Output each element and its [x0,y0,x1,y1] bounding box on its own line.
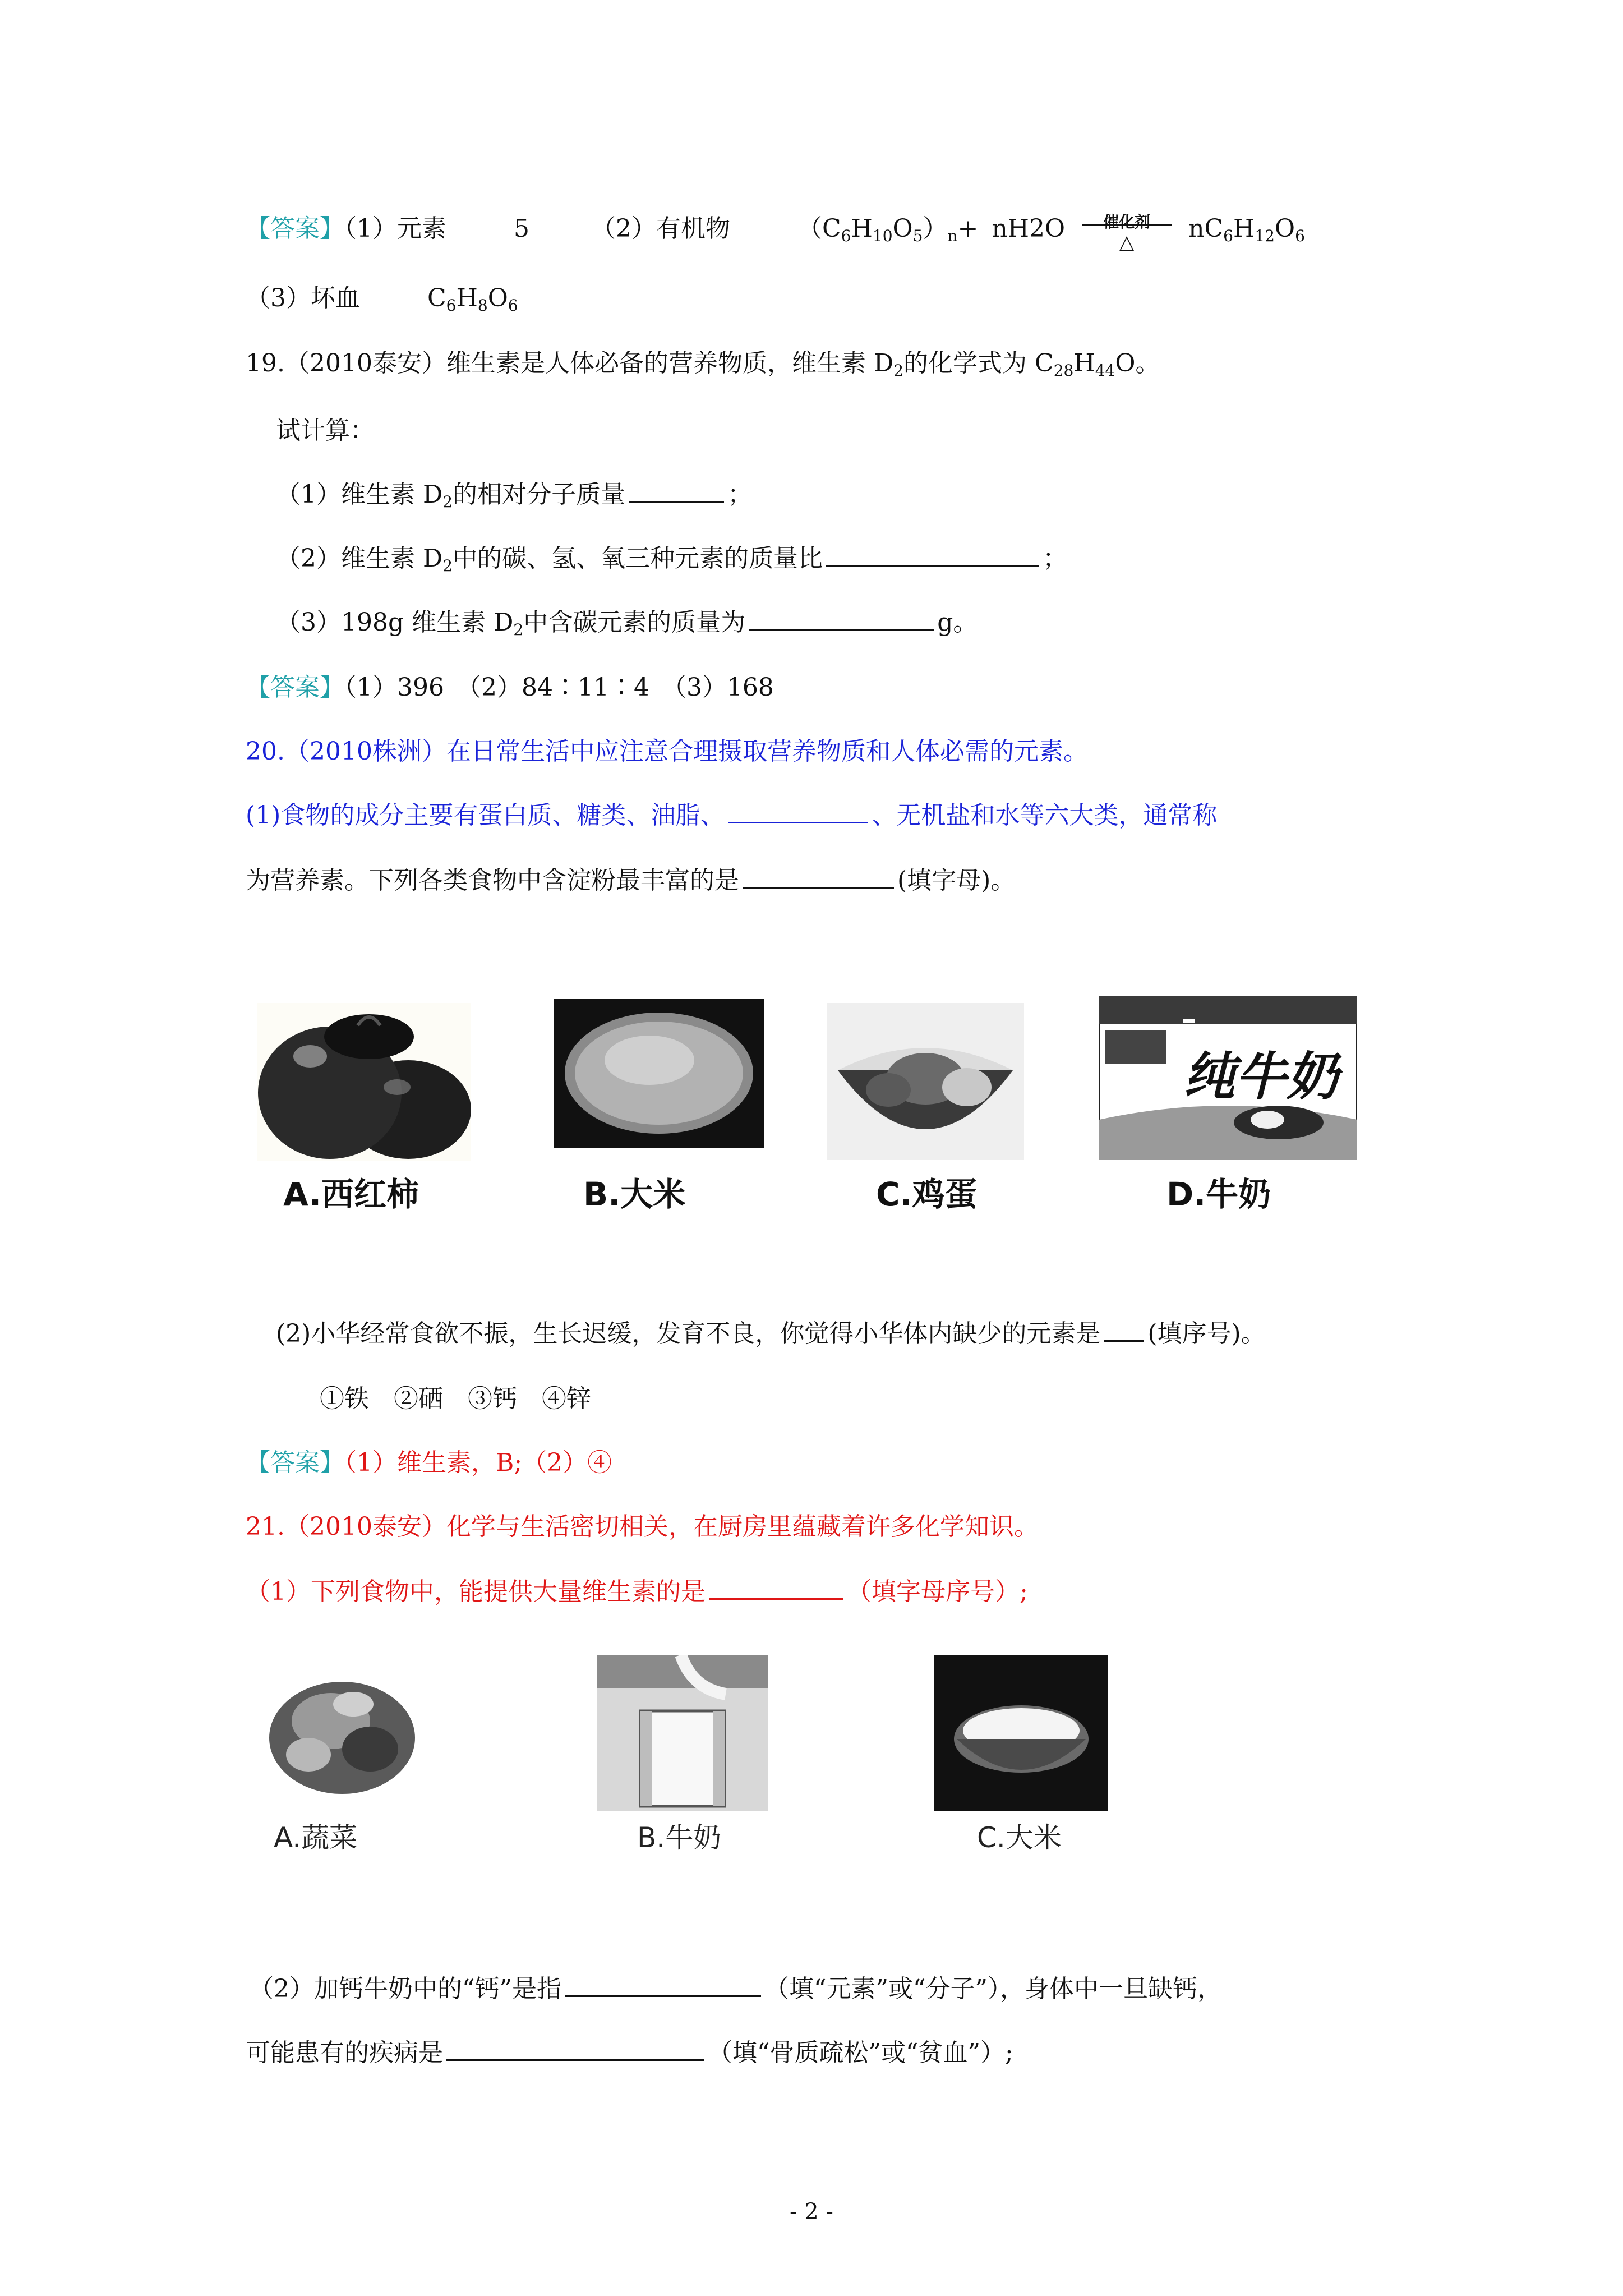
q21-subquestion-1 [246,1575,1028,1609]
q19-subquestion-3 [276,606,978,639]
q20-s2-text: (填序号)。 [1147,1319,1266,1348]
vitamin-c-formula: $C_6H_8O_6$ [427,284,518,315]
food-caption: B.大米 [583,1175,686,1213]
q20-answer: （1）维生素，B;（2）④ [344,1448,612,1477]
q18-answer-value1: 5 [514,214,529,243]
q21-s1-text: （1）下列食物中，能提供大量维生素的是 [246,1577,706,1606]
q20-subquestion-1 [246,799,1217,832]
tomato-photo [257,1003,471,1161]
q19-stem-text: O。 [1115,349,1160,378]
q19-sub: 2 [442,556,453,575]
q21-subquestion-2-cont [246,2036,1013,2070]
answer-blank[interactable] [1104,1318,1144,1342]
q19-subquestion-1 [276,478,752,512]
q18-answer-line [246,212,1305,254]
q20-options: ①铁 ②硒 ③钙 ④锌 [320,1384,591,1413]
q19-s3-text: g。 [937,608,978,637]
q18-answer-line2 [246,282,518,315]
answer-blank[interactable] [446,2037,704,2061]
rice-photo [554,999,764,1148]
q19-stem [246,347,1160,380]
q20-answer-line [246,1446,612,1480]
q18-answer-part2: （2）有机物 [591,214,730,243]
q19-answer: （1）396 （2）84∶11∶4 （3）168 [344,673,774,702]
q21-s2-text: 可能患有的疾病是 [246,2039,443,2067]
q19-s2-text: ； [1043,544,1068,573]
answer-blank[interactable] [709,1576,843,1600]
q19-s1-text: （1）维生素 D [276,480,443,509]
q20-s1-text: (1)食物的成分主要有蛋白质、糖类、油脂、 [246,801,725,830]
q20-s1-text: (填字母)。 [897,866,1016,895]
answer-blank[interactable] [749,606,934,631]
q18-product: $nC_6H_{12}O_6$ [1188,214,1305,245]
q18-answer-part3: （3）坏血 [246,284,360,312]
food-caption: A.西红柿 [283,1175,419,1213]
milk-logo-text: 纯牛奶 [1183,1047,1339,1107]
q20-subquestion-1-cont [246,864,1015,898]
q19-s3-text: 中含碳元素的质量为 [523,608,746,637]
answer-blank[interactable] [629,478,724,503]
vegetable-photo [264,1659,421,1805]
food-caption: C.鸡蛋 [876,1175,978,1213]
food-caption: C.大米 [977,1821,1062,1854]
q19-s2-text: （2）维生素 D [276,544,443,573]
rice-bowl-photo [934,1655,1108,1811]
q20-subquestion-2 [276,1317,1266,1351]
milk-glass-photo [597,1655,768,1811]
q19-sub: 28 [1053,361,1074,380]
q19-sub: 44 [1095,361,1115,380]
food-caption: B.牛奶 [637,1821,722,1854]
answer-blank[interactable] [743,864,894,889]
q21-s2-text: （填“骨质疏松”或“贫血”）; [708,2039,1013,2067]
q19-s3-text: （3）198g 维生素 D [276,608,514,637]
q21-s1-text: （填字母序号）; [847,1577,1028,1606]
page-number: - 2 - [790,2199,833,2225]
q19-subquestion-2 [276,542,1067,576]
answer-tag: 【答案】 [246,214,344,243]
q20-s1-text: 、无机盐和水等六大类，通常称 [872,801,1218,830]
q21-stem: 21.（2010泰安）化学与生活密切相关，在厨房里蕴藏着许多化学知识。 [246,1512,1039,1541]
answer-blank[interactable] [565,1973,761,1997]
answer-tag: 【答案】 [246,673,344,702]
q21-s2-text: （填“元素”或“分子”），身体中一旦缺钙， [764,1975,1222,2003]
q21-s2-text: （2）加钙牛奶中的“钙”是指 [249,1975,561,2003]
q19-s1-text: 的相对分子质量 [453,480,626,509]
catalyst-label: 催化剂 [1103,213,1151,231]
q19-sub: 2 [513,620,524,639]
answer-tag: 【答案】 [246,1448,344,1477]
q19-sub: 2 [893,361,904,380]
q21-subquestion-2 [249,1972,1222,2006]
q19-sub: 2 [442,493,453,511]
reaction-condition [1082,212,1172,254]
q19-calc-label: 试计算： [276,416,375,445]
q20-s2-text: (2)小华经常食欲不振，生长迟缓，发育不良，你觉得小华体内缺少的元素是 [276,1319,1101,1348]
answer-blank[interactable] [826,542,1039,567]
egg-photo [827,1003,1024,1160]
q18-formula-left: $(C_6H_{10}O_5)_n+$ [797,214,979,245]
q19-stem-text: 19.（2010泰安）维生素是人体必备的营养物质，维生素 D [246,349,894,378]
milk-carton-photo [1099,996,1357,1160]
q19-stem-text: 的化学式为 C [903,349,1054,378]
q18-answer-part1: （1）元素 [344,214,446,243]
food-caption: A.蔬菜 [274,1821,358,1854]
food-caption: D.牛奶 [1166,1175,1271,1213]
q19-answer-line [246,671,774,705]
answer-blank[interactable] [728,799,868,823]
q19-s2-text: 中的碳、氢、氧三种元素的质量比 [453,544,823,573]
q19-stem-text: H [1073,349,1095,378]
q19-s1-text: ； [727,480,753,509]
q18-water: nH2O [992,214,1066,243]
q20-stem: 20.（2010株洲）在日常生活中应注意合理摄取营养物质和人体必需的元素。 [246,737,1088,766]
q20-s1-text: 为营养素。下列各类食物中含淀粉最丰富的是 [246,866,739,895]
heat-symbol: △ [1119,231,1135,254]
